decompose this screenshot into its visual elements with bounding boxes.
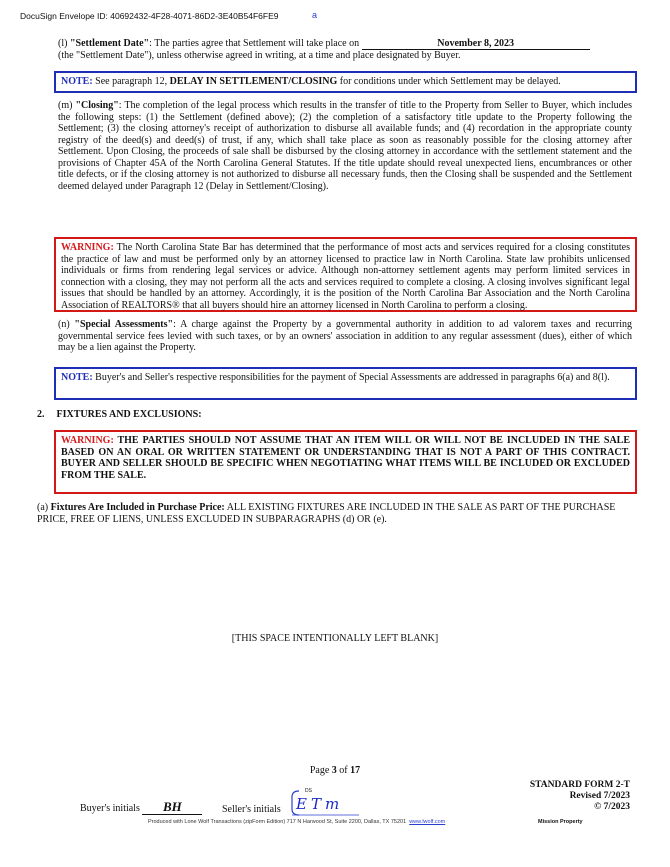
seller-initials-label: Seller's initials — [222, 804, 281, 815]
note-text: Buyer's and Seller's respective responsibilities for the payment of Special Assessments are addressed in paragraphs 6(a) and 8(l). — [92, 372, 610, 383]
page-current: 3 — [331, 765, 337, 776]
form-revised: Revised 7/2023 — [569, 791, 630, 801]
produced-with-line — [148, 819, 508, 825]
warning-text: THE PARTIES SHOULD NOT ASSUME THAT AN ITEM WILL OR WILL NOT BE INCLUDED IN THE SALE BASED ON AN ORAL OR WRITTEN STATEMENT OR UNDERSTANDING THAT IS NOT A PART OF THIS CONTRACT. BUYER AND SELLER SHOULD BE SPECIFIC WHEN NEGOTIATING WHAT ITEMS WILL BE INCLUDED OR EXCLUDED FROM THE SALE. — [61, 435, 630, 481]
settlement-prefix: (l) — [58, 38, 70, 49]
form-info — [480, 780, 630, 813]
warning-text: The North Carolina State Bar has determined that the performance of most acts and services required for a closing constitutes the practice of law and must be performed only by an attorney licensed to practice law in North Carolina. State law prohibits unlicensed individuals or firms from rendering legal services or advice. Although non-attorney settlement agents may perform limited services in connection with a closing, they may not perform all the acts and services required to complete a closing. A closing involves significant legal issues that should be handled by an attorney. Accordingly, it is the position of the North Carolina Bar Association and the North Carolina Association of REALTORS® that all buyers should hire an attorney licensed in North Carolina to perform a closing. — [61, 242, 630, 311]
special-text: : A charge against the Property by a governmental authority in addition to ad valorem taxes and recurring governmental service fees levied with such taxes, or by an owners' association in addition to any regular assessment (dues), either of which may be a lien against the Property. — [58, 319, 632, 353]
settlement-date-value: November 8, 2023 — [362, 39, 590, 50]
special-assessments-paragraph — [58, 319, 632, 354]
note-delay-box — [54, 71, 637, 93]
closing-prefix: (m) — [58, 100, 76, 111]
fixtures-label: Fixtures Are Included in Purchase Price: — [50, 502, 225, 513]
produced-text: Produced with Lone Wolf Transactions (zipForm Edition) 717 N Harwood St, Suite 2200, Dallas, TX 75201 — [148, 819, 407, 825]
buyer-initials — [80, 800, 230, 816]
buyer-initials-value[interactable]: BH — [142, 800, 202, 815]
section-title: FIXTURES AND EXCLUSIONS: — [56, 409, 202, 420]
warning-label: WARNING: — [61, 435, 114, 446]
note-special-assessments-box — [54, 367, 637, 400]
page-total: 17 — [350, 765, 361, 776]
page-of: of — [336, 765, 351, 776]
section-number: 2. — [37, 409, 45, 420]
settlement-text-after: (the "Settlement Date"), unless otherwise agreed in writing, at a time and place designated by Buyer. — [58, 50, 461, 61]
fixtures-prefix: (a) — [37, 502, 51, 513]
seller-initials-value: ETm — [296, 795, 344, 813]
special-prefix: (n) — [58, 319, 75, 330]
settlement-text-before: : The parties agree that Settlement will take place on — [149, 38, 362, 49]
special-label: "Special Assessments" — [74, 319, 174, 330]
closing-text: : The completion of the legal process which results in the transfer of title to the Property from Seller to Buyer, which includes the following steps: (1) the Settlement (defined above); (2) the completion of a satisfactory title update to the Property following the Settlement; (3) the closing attorney's receipt of authorization to disburse all available funds; and (4) recordation in the appropriate county registry of the deed(s) and deed(s) of trust, if any, which shall take place as soon as reasonably possible for the closing attorney after Settlement. Upon Closing, the proceeds of sale shall be disbursed by the closing attorney in accordance with the settlement statement and the provisions of Chapter 45A of the North Carolina General Statutes. If the title update should reveal unexpected liens, encumbrances or other title defects, or if the closing attorney is not authorized to disburse all necessary funds, then the Closing shall be suspended and the Settlement deemed delayed under Paragraph 12 (Delay in Settlement/Closing). — [58, 100, 632, 192]
closing-label: "Closing" — [75, 100, 119, 111]
warning-label: WARNING: — [61, 242, 114, 253]
note-bold-text: DELAY IN SETTLEMENT/CLOSING — [169, 76, 338, 87]
note-label: NOTE: — [61, 372, 93, 383]
note-label: NOTE: — [61, 76, 93, 87]
settlement-date-paragraph — [58, 38, 632, 62]
buyer-initials-label: Buyer's initials — [80, 803, 140, 814]
page-number — [0, 765, 670, 777]
intentionally-blank-notice: [THIS SPACE INTENTIONALLY LEFT BLANK] — [231, 633, 439, 644]
warning-closing-box — [54, 237, 637, 312]
section-fixtures-heading — [37, 409, 637, 421]
page-prefix: Page — [309, 765, 332, 776]
docusign-envelope-id: DocuSign Envelope ID: 40692432-4F28-4071-86D2-3E40B54F6FE9 — [20, 11, 279, 21]
fixtures-included-paragraph — [37, 502, 633, 525]
docusign-ds-tag: DS — [305, 788, 312, 794]
warning-fixtures-box — [54, 430, 637, 494]
property-name: Mission Property — [538, 819, 583, 825]
settlement-label: "Settlement Date" — [69, 38, 150, 49]
note-text-after: for conditions under which Settlement may be delayed. — [337, 76, 561, 87]
form-name: STANDARD FORM 2-T — [529, 780, 630, 790]
docusign-mark: a — [312, 10, 318, 20]
closing-paragraph — [58, 100, 632, 192]
form-copyright: © 7/2023 — [594, 802, 630, 812]
fixtures-text: ALL EXISTING FIXTURES ARE INCLUDED IN THE SALE AS PART OF THE PURCHASE PRICE, FREE OF LIENS, UNLESS EXCLUDED IN SUBPARAGRAPHS (d) OR (e). — [37, 502, 616, 525]
note-text-before: See paragraph 12, — [92, 76, 170, 87]
lwolf-link[interactable]: www.lwolf.com — [409, 819, 446, 825]
seller-initials-field[interactable] — [289, 789, 361, 817]
